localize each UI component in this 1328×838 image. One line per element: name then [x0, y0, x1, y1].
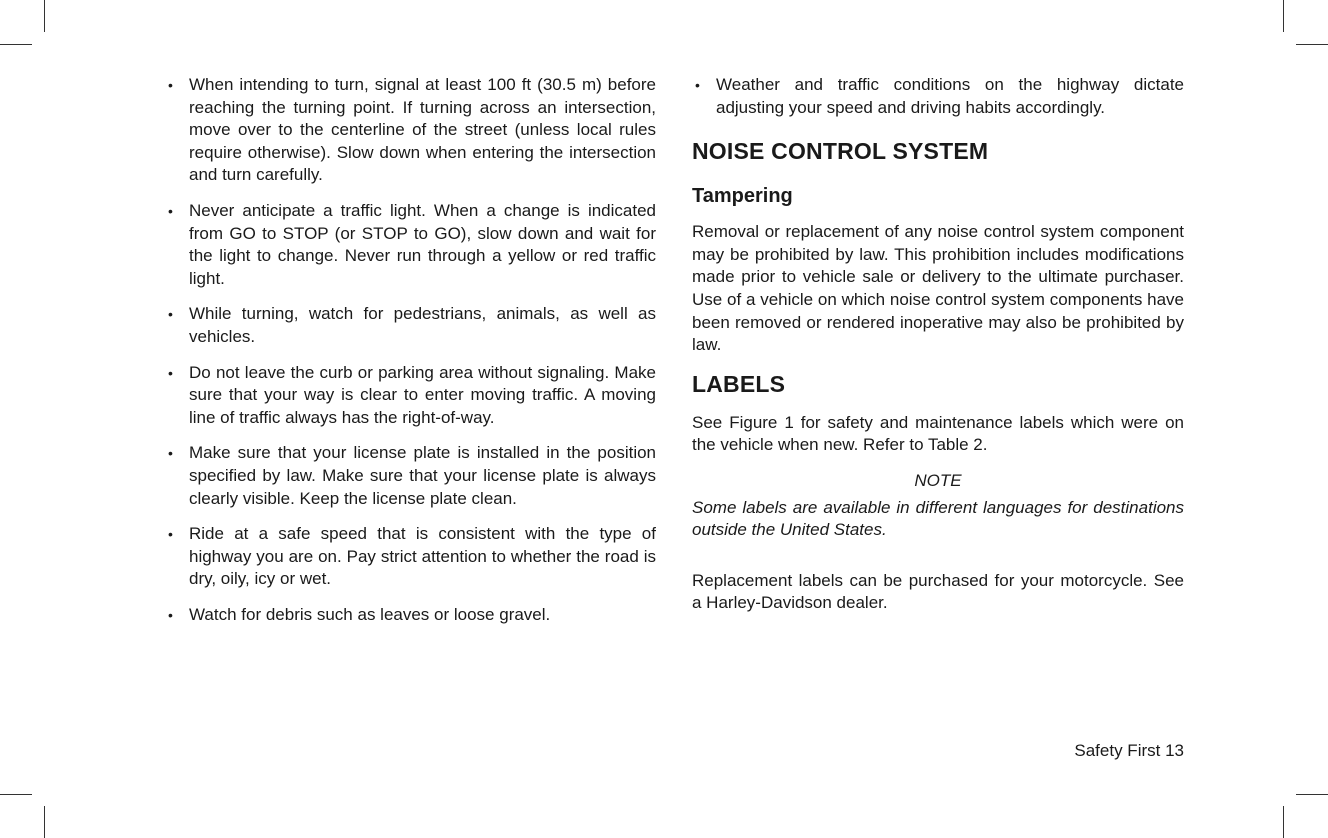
tampering-paragraph: Removal or replacement of any noise control system component may be prohibited by law. This prohibition includes modifications made prior to vehicle sale or delivery to the ultimate purchaser. Use of a vehicle on which noise control system components have been removed or rendered inoperative may also be prohibited by law. — [692, 222, 1184, 355]
crop-mark-bottom-right-vertical — [1283, 806, 1284, 838]
bullet-text: When intending to turn, signal at least 100 ft (30.5 m) before reaching the turning point. If turning across an intersection, move over to the centerline of the street (unless local rules require otherwise). Slow down when entering the intersection and turn carefully. — [189, 75, 656, 185]
bullet-text: Weather and traffic conditions on the highway dictate adjusting your speed and driving habits accordingly. — [716, 75, 1184, 117]
crop-mark-top-right-vertical — [1283, 0, 1284, 32]
bullet-marker: • — [168, 364, 173, 381]
bullet-text: Ride at a safe speed that is consistent with the type of highway you are on. Pay strict attention to whether the road is dry, oily, icy or wet. — [189, 524, 656, 589]
crop-mark-bottom-right-horizontal — [1296, 794, 1328, 795]
bullet-text: Never anticipate a traffic light. When a change is indicated from GO to STOP (or STOP to GO), slow down and wait for the light to change. Never run through a yellow or red traffic light. — [189, 200, 656, 288]
note-title: NOTE — [914, 470, 962, 490]
page-footer: Safety First 13 — [1074, 741, 1184, 760]
crop-mark-top-left-horizontal — [0, 44, 32, 45]
replacement-paragraph: Replacement labels can be purchased for your motorcycle. See a Harley-Davidson dealer. — [692, 570, 1184, 613]
bullet-text: Do not leave the curb or parking area without signaling. Make sure that your way is clear to enter moving traffic. A moving line of traffic always has the right-of-way. — [189, 362, 656, 427]
tampering-heading: Tampering — [692, 185, 793, 208]
crop-mark-bottom-left-horizontal — [0, 794, 32, 795]
bullet-marker: • — [168, 606, 173, 623]
bullet-debris — [165, 604, 656, 627]
bullet-text: Make sure that your license plate is installed in the position specified by law. Make sure that your license plate is always clearly visible. Keep the license plate clean. — [189, 443, 656, 508]
bullet-marker: • — [168, 306, 173, 323]
crop-mark-top-left-vertical — [44, 0, 45, 32]
bullet-pedestrians — [165, 303, 656, 348]
bullet-marker: • — [168, 445, 173, 462]
note-text: Some labels are available in different languages for destinations outside the United States. — [692, 497, 1184, 540]
bullet-safe-speed — [165, 523, 656, 591]
bullet-curb-signaling — [165, 362, 656, 430]
labels-paragraph: See Figure 1 for safety and maintenance labels which were on the vehicle when new. Refer to Table 2. — [692, 412, 1184, 455]
crop-mark-top-right-horizontal — [1296, 44, 1328, 45]
bullet-license-plate — [165, 442, 656, 510]
safety-bullet-list — [165, 74, 656, 626]
bullet-weather — [692, 74, 1184, 119]
bullet-turn-signal — [165, 74, 656, 187]
bullet-marker: • — [168, 526, 173, 543]
bullet-traffic-light — [165, 200, 656, 290]
bullet-marker: • — [168, 202, 173, 219]
crop-mark-bottom-left-vertical — [44, 806, 45, 838]
weather-bullet-list — [692, 74, 1184, 119]
bullet-text: Watch for debris such as leaves or loose gravel. — [189, 604, 551, 624]
bullet-marker: • — [695, 77, 700, 93]
noise-control-heading: NOISE CONTROL SYSTEM — [692, 138, 989, 165]
right-column — [692, 74, 1184, 615]
left-column — [165, 74, 656, 639]
labels-heading: LABELS — [692, 370, 786, 397]
bullet-marker: • — [168, 77, 173, 93]
bullet-text: While turning, watch for pedestrians, animals, as well as vehicles. — [189, 304, 656, 346]
